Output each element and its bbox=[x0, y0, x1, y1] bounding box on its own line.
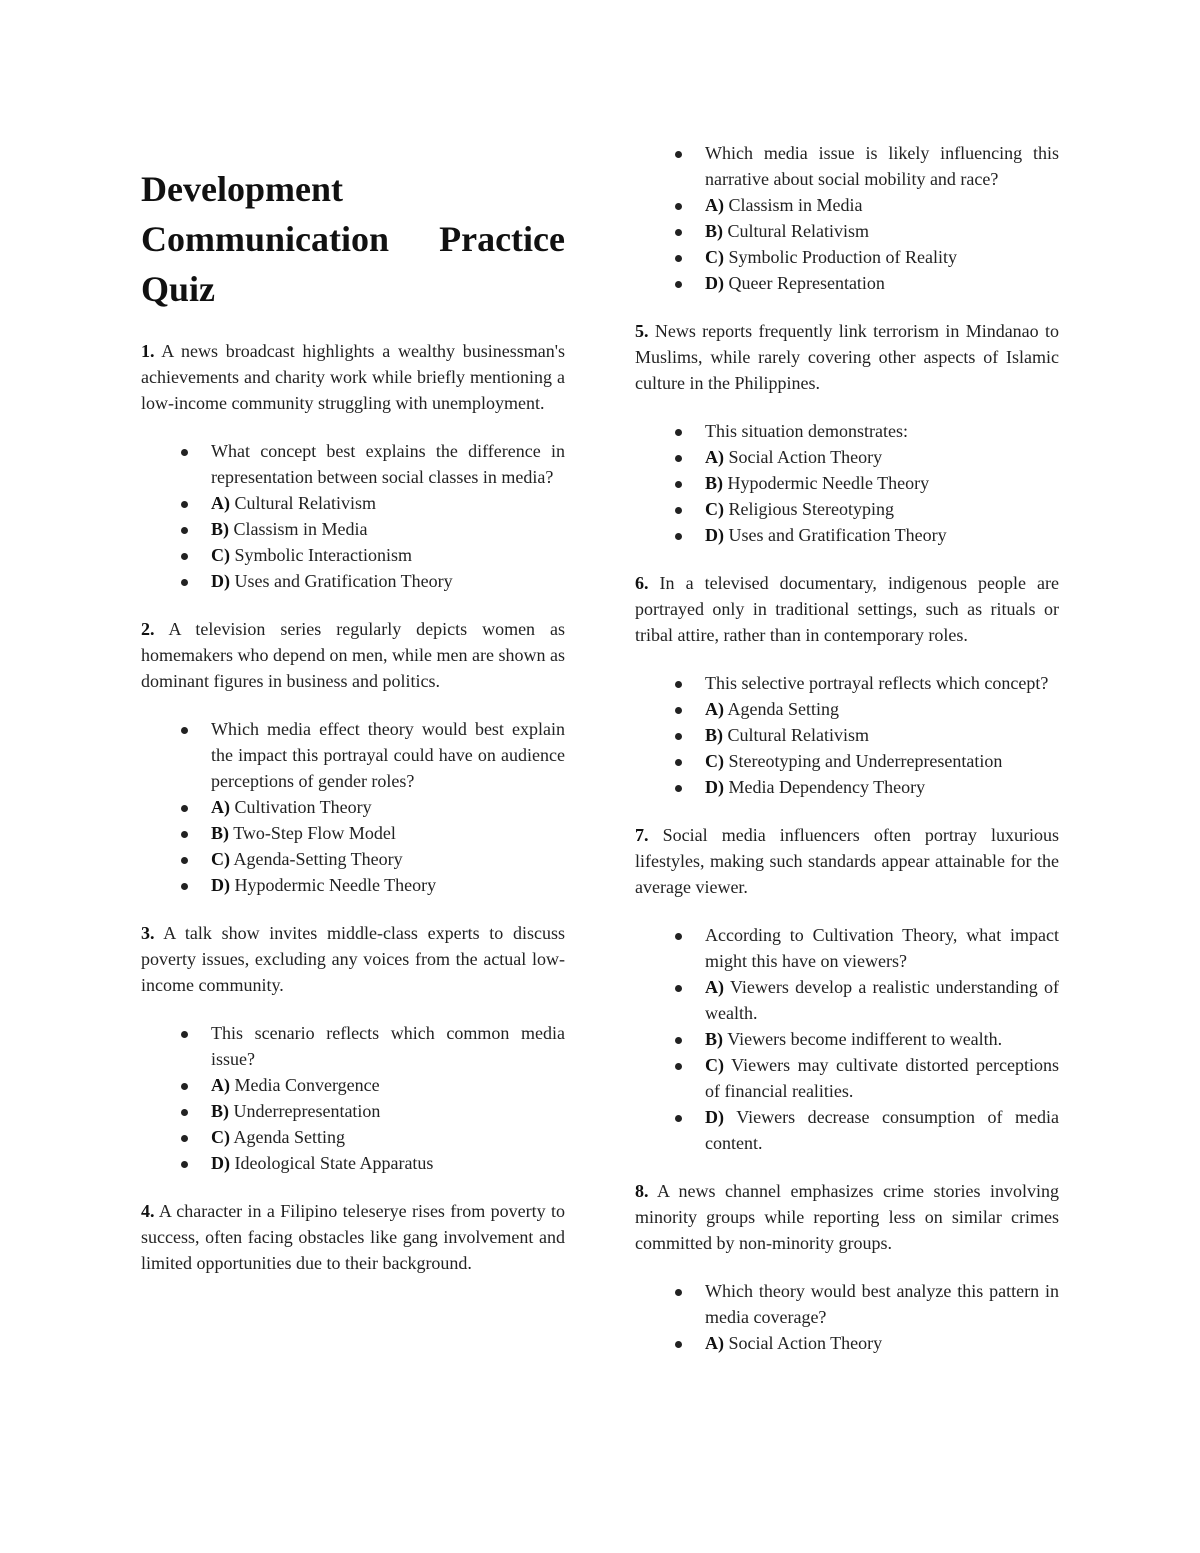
question-1-prompt: What concept best explains the difference in representation between social classes in media? bbox=[141, 438, 565, 490]
question-2-prompt: Which media effect theory would best explain the impact this portrayal could have on audience perceptions of gender roles? bbox=[141, 716, 565, 794]
bullet-icon bbox=[675, 985, 682, 992]
question-6-option-b[interactable]: B) Cultural Relativism bbox=[635, 722, 1059, 748]
bullet-icon bbox=[675, 1289, 682, 1296]
question-3-options bbox=[141, 1020, 565, 1176]
question-1-options bbox=[141, 438, 565, 594]
question-7-stem bbox=[635, 822, 1059, 900]
question-2-number: 2. bbox=[141, 619, 155, 639]
question-6-stem bbox=[635, 570, 1059, 648]
bullet-icon bbox=[181, 501, 188, 508]
bullet-icon bbox=[675, 481, 682, 488]
question-1-number: 1. bbox=[141, 341, 155, 361]
question-3-option-a[interactable]: A) Media Convergence bbox=[141, 1072, 565, 1098]
question-8-stem bbox=[635, 1178, 1059, 1256]
question-8-number: 8. bbox=[635, 1181, 649, 1201]
question-6-text: In a televised documentary, indigenous people are portrayed only in traditional settings, such as rituals or tribal attire, rather than in contemporary roles. bbox=[635, 573, 1060, 645]
question-5-prompt: This situation demonstrates: bbox=[635, 418, 1059, 444]
question-1-text: A news broadcast highlights a wealthy businessman's achievements and charity work while briefly mentioning a low-income community struggling with unemployment. bbox=[141, 341, 565, 413]
question-1-option-d[interactable]: D) Uses and Gratification Theory bbox=[141, 568, 565, 594]
bullet-icon bbox=[675, 533, 682, 540]
bullet-icon bbox=[675, 281, 682, 288]
question-5-text: News reports frequently link terrorism in Mindanao to Muslims, while rarely covering other aspects of Islamic culture in the Philippines. bbox=[635, 321, 1059, 393]
bullet-icon bbox=[675, 759, 682, 766]
question-3-prompt: This scenario reflects which common media issue? bbox=[141, 1020, 565, 1072]
title-word-communication: Communication bbox=[141, 219, 390, 259]
question-5-option-d[interactable]: D) Uses and Gratification Theory bbox=[635, 522, 1059, 548]
question-3-option-d[interactable]: D) Ideological State Apparatus bbox=[141, 1150, 565, 1176]
question-5-option-c[interactable]: C) Religious Stereotyping bbox=[635, 496, 1059, 522]
bullet-icon bbox=[181, 579, 188, 586]
bullet-icon bbox=[675, 455, 682, 462]
title-line-3: Quiz bbox=[141, 269, 216, 309]
question-2-option-d[interactable]: D) Hypodermic Needle Theory bbox=[141, 872, 565, 898]
title-word-practice: Practice bbox=[439, 219, 565, 259]
bullet-icon bbox=[181, 1031, 188, 1038]
question-8-options bbox=[635, 1278, 1059, 1356]
question-4-text: A character in a Filipino teleserye rises from poverty to success, often facing obstacles like gang involvement and limited opportunities due to their background. bbox=[141, 1201, 565, 1273]
bullet-icon bbox=[675, 1341, 682, 1348]
question-1-option-a[interactable]: A) Cultural Relativism bbox=[141, 490, 565, 516]
question-4-options bbox=[635, 140, 1059, 296]
bullet-icon bbox=[181, 1083, 188, 1090]
question-6-option-a[interactable]: A) Agenda Setting bbox=[635, 696, 1059, 722]
question-2-options bbox=[141, 716, 565, 898]
question-5-option-a[interactable]: A) Social Action Theory bbox=[635, 444, 1059, 470]
question-7-text: Social media influencers often portray luxurious lifestyles, making such standards appear attainable for the average viewer. bbox=[635, 825, 1060, 897]
bullet-icon bbox=[675, 151, 682, 158]
question-1-stem bbox=[141, 338, 565, 416]
page-title bbox=[141, 164, 565, 314]
question-7-option-d[interactable]: D) Viewers decrease consumption of media content. bbox=[635, 1104, 1059, 1156]
question-4-option-c[interactable]: C) Symbolic Production of Reality bbox=[635, 244, 1059, 270]
question-6-options bbox=[635, 670, 1059, 800]
question-8-text: A news channel emphasizes crime stories involving minority groups while reporting less on similar crimes committed by non-minority groups. bbox=[635, 1181, 1059, 1253]
question-5-option-b[interactable]: B) Hypodermic Needle Theory bbox=[635, 470, 1059, 496]
question-5-number: 5. bbox=[635, 321, 649, 341]
question-6-option-c[interactable]: C) Stereotyping and Underrepresentation bbox=[635, 748, 1059, 774]
question-7-option-a[interactable]: A) Viewers develop a realistic understanding of wealth. bbox=[635, 974, 1059, 1026]
question-2-stem bbox=[141, 616, 565, 694]
right-column bbox=[635, 140, 1059, 1378]
bullet-icon bbox=[675, 429, 682, 436]
bullet-icon bbox=[675, 1037, 682, 1044]
question-1-option-b[interactable]: B) Classism in Media bbox=[141, 516, 565, 542]
question-2-option-a[interactable]: A) Cultivation Theory bbox=[141, 794, 565, 820]
bullet-icon bbox=[675, 681, 682, 688]
question-3-number: 3. bbox=[141, 923, 155, 943]
question-4-option-b[interactable]: B) Cultural Relativism bbox=[635, 218, 1059, 244]
question-7-option-b[interactable]: B) Viewers become indifferent to wealth. bbox=[635, 1026, 1059, 1052]
question-6-prompt: This selective portrayal reflects which concept? bbox=[635, 670, 1059, 696]
bullet-icon bbox=[181, 1161, 188, 1168]
bullet-icon bbox=[675, 255, 682, 262]
bullet-icon bbox=[675, 1115, 682, 1122]
question-4-stem bbox=[141, 1198, 565, 1276]
title-line-2 bbox=[141, 214, 565, 264]
question-1-option-c[interactable]: C) Symbolic Interactionism bbox=[141, 542, 565, 568]
question-7-option-c[interactable]: C) Viewers may cultivate distorted perceptions of financial realities. bbox=[635, 1052, 1059, 1104]
question-3-option-c[interactable]: C) Agenda Setting bbox=[141, 1124, 565, 1150]
bullet-icon bbox=[181, 527, 188, 534]
bullet-icon bbox=[675, 229, 682, 236]
left-column bbox=[141, 164, 565, 1298]
bullet-icon bbox=[181, 883, 188, 890]
question-8-option-a[interactable]: A) Social Action Theory bbox=[635, 1330, 1059, 1356]
question-7-number: 7. bbox=[635, 825, 649, 845]
question-3-stem bbox=[141, 920, 565, 998]
bullet-icon bbox=[675, 785, 682, 792]
title-line-1: Development bbox=[141, 169, 343, 209]
question-8-prompt: Which theory would best analyze this pattern in media coverage? bbox=[635, 1278, 1059, 1330]
bullet-icon bbox=[181, 831, 188, 838]
question-6-number: 6. bbox=[635, 573, 649, 593]
bullet-icon bbox=[181, 1135, 188, 1142]
bullet-icon bbox=[675, 707, 682, 714]
question-2-text: A television series regularly depicts women as homemakers who depend on men, while men are shown as dominant figures in business and politics. bbox=[141, 619, 565, 691]
bullet-icon bbox=[675, 1063, 682, 1070]
question-3-option-b[interactable]: B) Underrepresentation bbox=[141, 1098, 565, 1124]
question-4-option-d[interactable]: D) Queer Representation bbox=[635, 270, 1059, 296]
bullet-icon bbox=[675, 203, 682, 210]
question-5-options bbox=[635, 418, 1059, 548]
question-5-stem bbox=[635, 318, 1059, 396]
question-7-prompt: According to Cultivation Theory, what impact might this have on viewers? bbox=[635, 922, 1059, 974]
bullet-icon bbox=[181, 553, 188, 560]
question-3-text: A talk show invites middle-class experts to discuss poverty issues, excluding any voices from the actual low-income community. bbox=[141, 923, 565, 995]
bullet-icon bbox=[181, 805, 188, 812]
bullet-icon bbox=[675, 733, 682, 740]
bullet-icon bbox=[675, 507, 682, 514]
question-2-option-b[interactable]: B) Two-Step Flow Model bbox=[141, 820, 565, 846]
question-4-prompt: Which media issue is likely influencing this narrative about social mobility and race? bbox=[635, 140, 1059, 192]
bullet-icon bbox=[675, 933, 682, 940]
bullet-icon bbox=[181, 727, 188, 734]
question-6-option-d[interactable]: D) Media Dependency Theory bbox=[635, 774, 1059, 800]
bullet-icon bbox=[181, 857, 188, 864]
question-7-options bbox=[635, 922, 1059, 1156]
bullet-icon bbox=[181, 1109, 188, 1116]
bullet-icon bbox=[181, 449, 188, 456]
question-4-number: 4. bbox=[141, 1201, 155, 1221]
question-2-option-c[interactable]: C) Agenda-Setting Theory bbox=[141, 846, 565, 872]
question-4-option-a[interactable]: A) Classism in Media bbox=[635, 192, 1059, 218]
